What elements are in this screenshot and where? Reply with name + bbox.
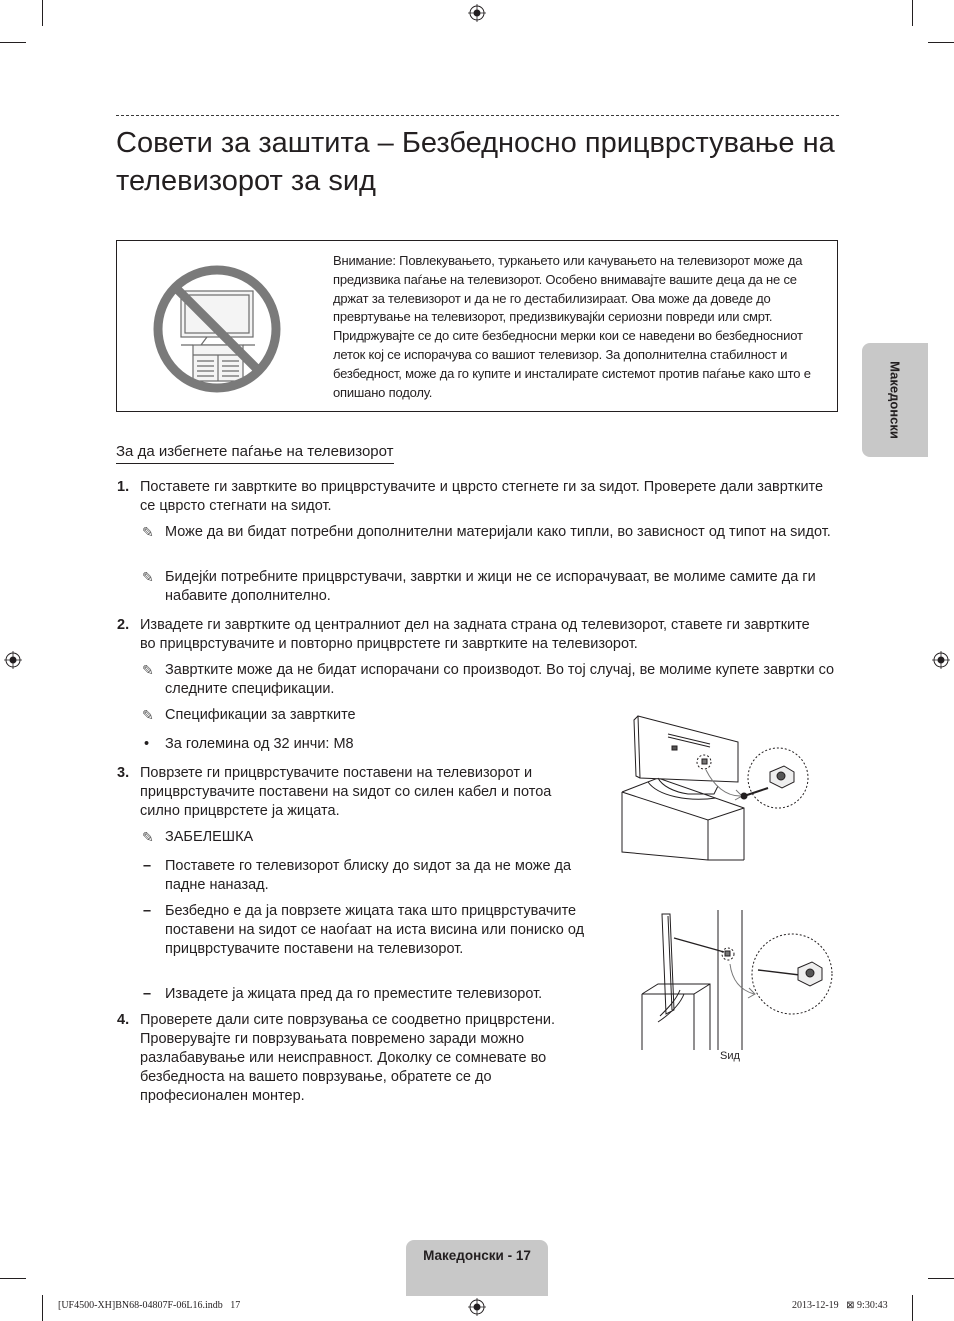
warning-box [116, 240, 838, 412]
crop-mark [42, 0, 43, 26]
warning-text: Внимание: Повлекувањето, туркањето или качувањето на телевизорот може да предизвика паѓање на телевизорот. Особено внимавајте вашите деца да не се држат за телевизорот и да не го дестабилизираат. Ова може да доведе до превртување на телевизорот, предизвикувајќи сериозни повреди или смрт. Придржувајте се до сите безбедносни мерки кои се наведени во безбедносниот леток кој се испорачува со вашиот телевизор. За дополнителна стабилност и безбедност, може да го купите и инсталирате системот против паѓање како што е опишано подолу. [333, 253, 811, 400]
page-title: Совети за заштита – Безбедносно прицврстување на телевизорот за ѕид [116, 127, 835, 197]
page-number-tab [406, 1240, 548, 1296]
language-side-tab [862, 343, 928, 457]
note-label: ЗАБЕЛЕШКА [165, 829, 254, 845]
dash-text: Безбедно е да ја поврзете жицата така што прицврстувачите поставени на ѕидот се наоѓаат на иста висина или пониско од прицврстувачите поставени на телевизорот. [165, 903, 585, 957]
step-note: Спецификации за завртките [165, 707, 356, 723]
crop-mark [928, 1278, 954, 1279]
pencil-icon: ✎ [142, 662, 154, 678]
step-number: 4. [117, 1012, 130, 1028]
crop-mark [912, 1295, 913, 1321]
pencil-icon: ✎ [142, 569, 154, 585]
tv-wall-cable-illustration [640, 910, 840, 1070]
crop-mark [0, 42, 26, 43]
step-text: Поврзете ги прицврстувачите поставени на телевизорот и прицврстувачите поставени на ѕидот со силен кабел и потоа силно прицврстете ја жицата. [140, 765, 552, 819]
dash-text: Извадете ја жицата пред да го преместите телевизорот. [165, 986, 543, 1002]
dash-marker: – [143, 986, 152, 1002]
prohibition-icon [151, 263, 283, 395]
registration-mark-icon [468, 4, 486, 22]
registration-mark-icon [468, 1298, 486, 1316]
tv-bracket-illustration [618, 712, 838, 862]
pencil-icon: ✎ [142, 707, 154, 723]
step-text: Извадете ги завртките од централниот дел на задната страна од телевизорот, ставете ги завртките во прицврстувачите и повторно прицврстете ги завртките на телевизорот. [140, 617, 810, 652]
crop-mark [912, 0, 913, 26]
title-rule [116, 115, 839, 116]
crop-mark [928, 42, 954, 43]
dash-marker: – [143, 903, 152, 919]
print-timestamp: 2013-12-19 ⊠ 9:30:43 [792, 1300, 888, 1311]
crop-mark [0, 1278, 26, 1279]
side-tab-label: Македонски [887, 361, 903, 439]
step-note: Може да ви бидат потребни дополнителни материјали како типли, во зависност од типот на ѕидот. [165, 524, 831, 540]
registration-mark-icon [932, 651, 950, 669]
dash-marker: – [143, 858, 152, 874]
step-number: 3. [117, 765, 130, 781]
page-number: Македонски - 17 [423, 1248, 531, 1263]
bullet-text: За големина од 32 инчи: M8 [165, 736, 354, 752]
pencil-icon: ✎ [142, 829, 154, 845]
pencil-icon: ✎ [142, 524, 154, 540]
section-heading: За да избегнете паѓање на телевизорот [116, 442, 394, 464]
step-number: 1. [117, 479, 130, 495]
bullet-dot: • [144, 736, 150, 752]
wall-label: Ѕид [720, 1050, 740, 1062]
crop-mark [42, 1295, 43, 1321]
registration-mark-icon [4, 651, 22, 669]
step-text: Проверете дали сите поврзувања се соодветно прицврстени. Проверувајте ги поврзувањата повремено заради можно разлабавување или неисправност. Доколку се сомневате во безбедноста на вашето поврзување, обратете се до професионален монтер. [140, 1012, 556, 1104]
print-file-info: [UF4500-XH]BN68-04807F-06L16.indb 17 [58, 1300, 241, 1311]
step-text: Поставете ги завртките во прицврстувачите и цврсто стегнете ги за ѕидот. Проверете дали завртките се цврсто стегнати на ѕидот. [140, 479, 824, 514]
dash-text: Поставете го телевизорот блиску до ѕидот за да не може да падне наназад. [165, 858, 572, 893]
step-note: Завртките може да не бидат испорачани со производот. Во тој случај, ве молиме купете завртки со следните спецификации. [165, 662, 835, 697]
step-number: 2. [117, 617, 130, 633]
step-note: Бидејќи потребните прицврстувачи, завртки и жици не се испорачуваат, ве молиме самите да ги набавите дополнително. [165, 569, 816, 604]
